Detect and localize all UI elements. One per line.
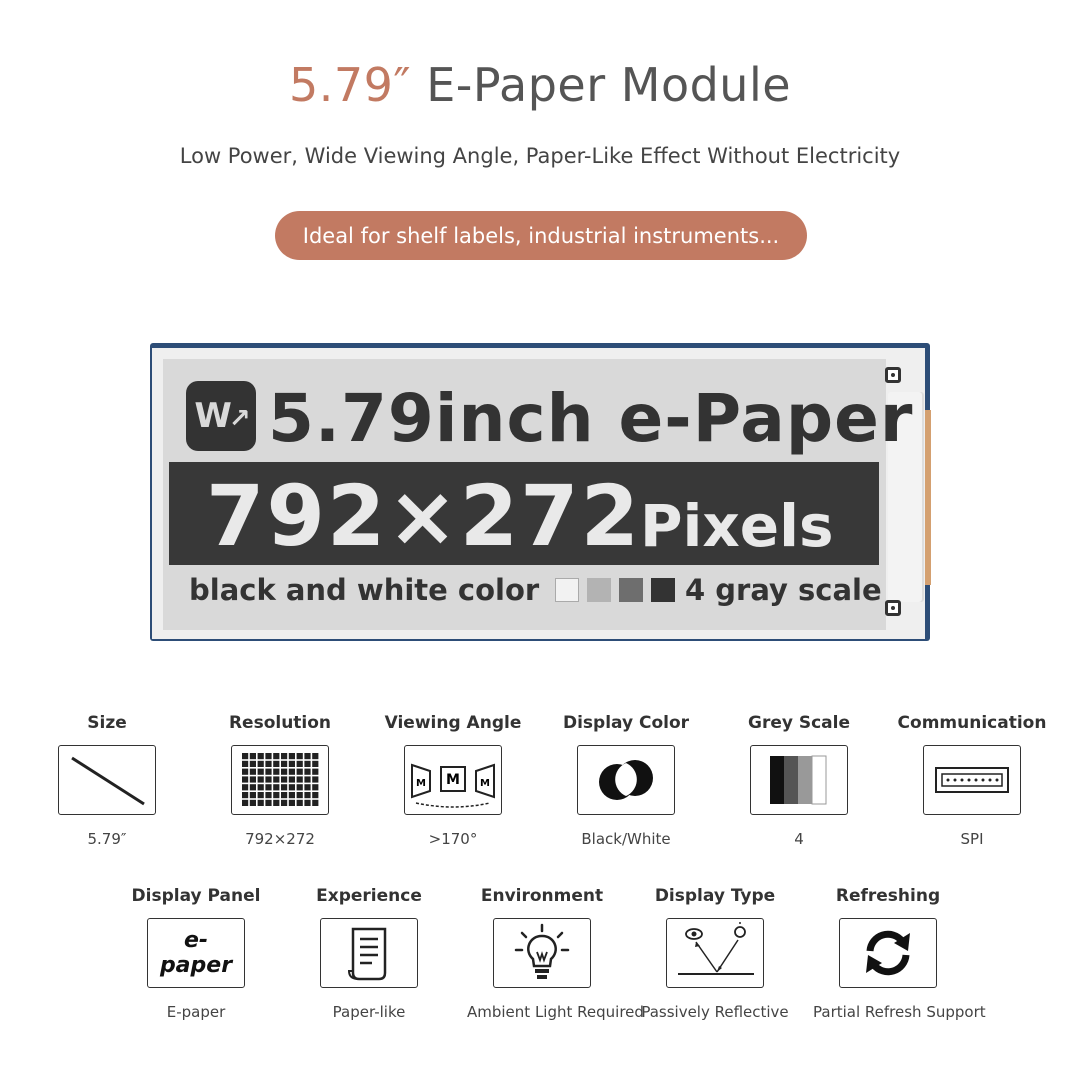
- feature-title: Display Type: [654, 886, 776, 906]
- feature-value: Partial Refresh Support: [813, 1003, 986, 1021]
- feature-title: Grey Scale: [747, 713, 851, 733]
- svg-text:M: M: [480, 778, 490, 789]
- feature-communication: [897, 713, 1047, 848]
- feature-title: Display Panel: [131, 886, 261, 906]
- feature-experience: [294, 886, 444, 1021]
- feature-value: Passively Reflective: [641, 1003, 789, 1021]
- svg-text:M: M: [446, 772, 460, 788]
- gray-swatch: [587, 578, 611, 602]
- gray-swatch: [619, 578, 643, 602]
- screen-title: 5.79inch e-Paper: [268, 380, 914, 457]
- feature-value: >170°: [428, 830, 478, 848]
- feature-display-panel: [121, 886, 271, 1021]
- feature-display-color: [551, 713, 701, 848]
- reflection-icon: [666, 918, 764, 988]
- pixel-grid-icon: [231, 745, 329, 815]
- mount-hole-bottom: [885, 600, 901, 616]
- feature-environment: [467, 886, 644, 1021]
- feature-display-type: [640, 886, 790, 1021]
- feature-size: [32, 713, 182, 848]
- grey-scale-bars-icon: [750, 745, 848, 815]
- feature-title: Resolution: [228, 713, 332, 733]
- document-icon: [320, 918, 418, 988]
- feature-refreshing: [813, 886, 986, 1021]
- fpc-cable: [925, 410, 931, 585]
- black-white-circles-icon: [577, 745, 675, 815]
- gray-swatch: [555, 578, 579, 602]
- screen-resolution: 792×272: [206, 467, 642, 565]
- feature-title: Communication: [897, 713, 1047, 733]
- feature-value: Black/White: [581, 830, 671, 848]
- feature-title: Viewing Angle: [384, 713, 522, 733]
- feature-value: Paper-like: [332, 1003, 406, 1021]
- page-subtitle: Low Power, Wide Viewing Angle, Paper-Like Effect Without Electricity: [179, 144, 901, 168]
- svg-text:M: M: [416, 778, 426, 789]
- feature-title: Size: [87, 713, 127, 733]
- gray-scale-label: 4 gray scale: [685, 573, 882, 607]
- bw-color-label: black and white color: [189, 573, 540, 607]
- diagonal-line-icon: [58, 745, 156, 815]
- screen-pixels-label: Pixels: [640, 492, 834, 560]
- gray-swatch: [651, 578, 675, 602]
- feature-value: 5.79″: [87, 830, 127, 848]
- feature-value: E-paper: [166, 1003, 226, 1021]
- feature-title: Experience: [316, 886, 422, 906]
- feature-viewing-angle: [378, 713, 528, 848]
- viewing-angle-icon: [404, 745, 502, 815]
- feature-title: Refreshing: [835, 886, 941, 906]
- feature-value: Ambient Light Required: [467, 1003, 644, 1021]
- feature-title: Environment: [480, 886, 604, 906]
- e-paper-text-icon: [147, 918, 245, 988]
- title-accent: 5.79″: [288, 58, 412, 112]
- connector-icon: [923, 745, 1021, 815]
- light-bulb-icon: [493, 918, 591, 988]
- feature-resolution: [205, 713, 355, 848]
- use-case-badge: Ideal for shelf labels, industrial instruments...: [275, 211, 807, 260]
- feature-grey-scale: [724, 713, 874, 848]
- e-paper-icon-text: e-paper: [159, 928, 233, 978]
- feature-title: Display Color: [562, 713, 690, 733]
- page-title: [0, 58, 1080, 112]
- title-main: E-Paper Module: [426, 58, 792, 112]
- waveshare-logo: W ↗: [186, 381, 256, 451]
- feature-value: 4: [794, 830, 804, 848]
- refresh-icon: [839, 918, 937, 988]
- feature-value: 792×272: [245, 830, 315, 848]
- feature-value: SPI: [960, 830, 984, 848]
